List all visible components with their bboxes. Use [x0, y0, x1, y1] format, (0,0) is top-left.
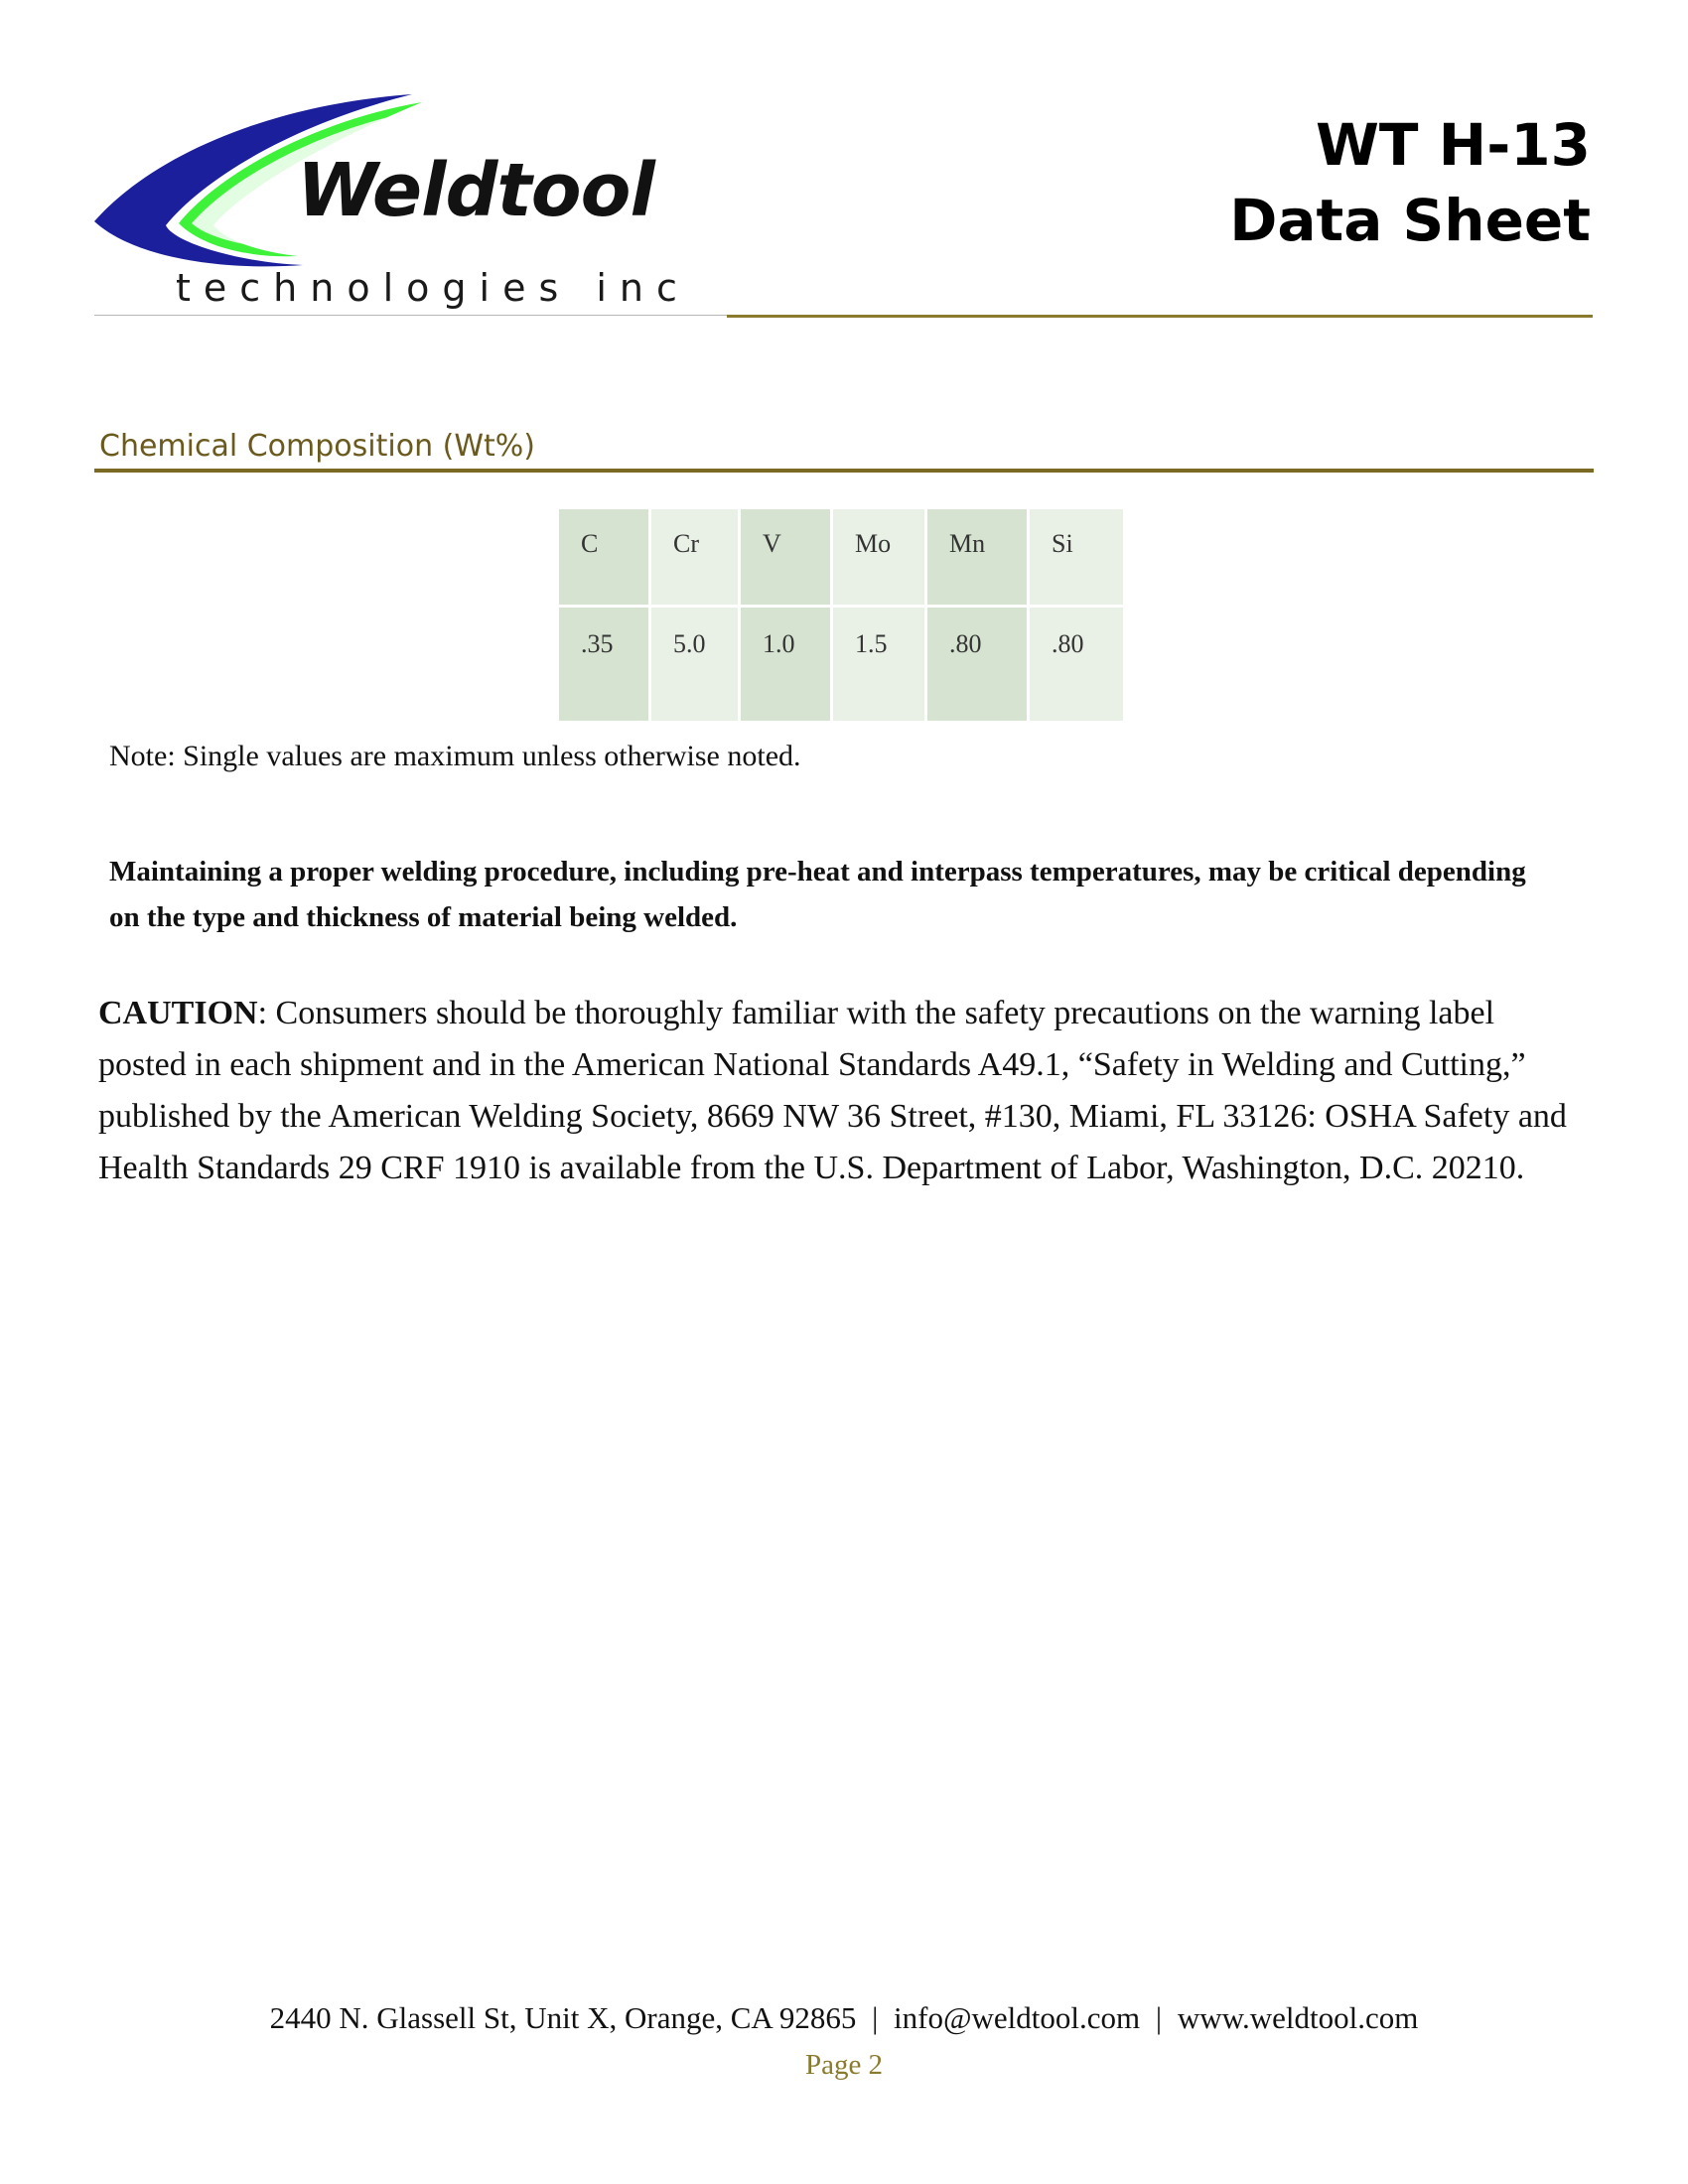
table-cell: .80 — [927, 608, 1027, 721]
table-header-cell: Si — [1030, 509, 1123, 605]
table-header-cell: C — [559, 509, 648, 605]
footer-separator: | — [872, 2000, 879, 2035]
caution-text: : Consumers should be thoroughly familiar with the safety precautions on the warning label posted in each shipment and in the American National Standards A49.1, “Safety in Welding and Cutting,” published by the American Welding Society, 8669 NW 36 Street, #130, Miami, FL 33126: OSHA Safety and Health Standards 29 CRF 1910 is available from the U.S. Department of Labor, Washington, D.C. 20210. — [98, 995, 1567, 1186]
procedure-warning: Maintaining a proper welding procedure, including pre-heat and interpass temperatures, may be critical depending on the type and thickness of material being welded. — [109, 856, 1526, 933]
table-cell: .80 — [1030, 608, 1123, 721]
table-header-row — [559, 509, 1123, 605]
table-header-cell: Cr — [651, 509, 738, 605]
logo-wordmark: Weldtool — [297, 148, 654, 233]
table-header-cell: V — [741, 509, 830, 605]
logo-underline — [94, 315, 730, 316]
table-cell: 1.5 — [833, 608, 924, 721]
table-cell: 1.0 — [741, 608, 830, 721]
header-divider — [727, 315, 1593, 318]
title-line-datasheet: Data Sheet — [1229, 187, 1591, 254]
footer-contact — [0, 2000, 1688, 2036]
footer-website-link[interactable]: www.weldtool.com — [1177, 2000, 1419, 2035]
company-logo — [94, 94, 730, 323]
table-header-cell: Mo — [833, 509, 924, 605]
footer-address: 2440 N. Glassell St, Unit X, Orange, CA 92865 — [269, 2000, 857, 2035]
note-text: Note: Single values are maximum unless otherwise noted. — [109, 740, 801, 772]
logo-subtitle: technologies inc — [176, 266, 690, 310]
caution-paragraph — [98, 988, 1568, 1194]
section-title-composition: Chemical Composition (Wt%) — [99, 429, 535, 464]
caution-label: CAUTION — [98, 995, 258, 1031]
table-cell: .35 — [559, 608, 648, 721]
table-row — [559, 608, 1123, 721]
footer-email-link[interactable]: info@weldtool.com — [894, 2000, 1141, 2035]
document-title — [1229, 107, 1591, 258]
table-header-cell: Mn — [927, 509, 1027, 605]
table-cell: 5.0 — [651, 608, 738, 721]
footer-separator: | — [1155, 2000, 1163, 2035]
title-line-product: WT H-13 — [1315, 111, 1591, 179]
page-number: Page 2 — [804, 2049, 884, 2081]
section-divider — [94, 469, 1594, 473]
composition-table — [556, 506, 1126, 724]
